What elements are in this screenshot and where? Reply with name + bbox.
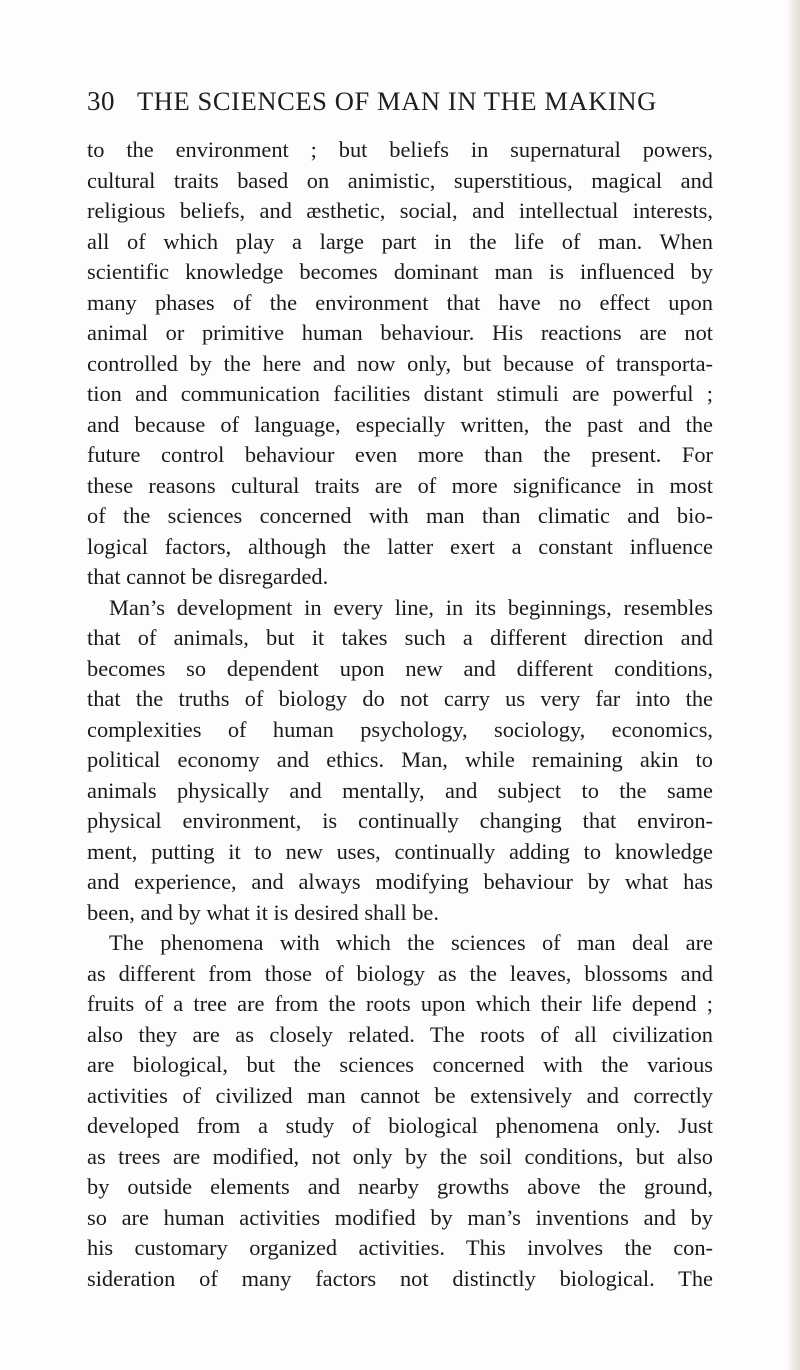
text-line: all of which play a large part in the life of man. When <box>87 228 713 254</box>
text-line: controlled by the here and now only, but because of transporta- <box>87 350 713 376</box>
text-line: that cannot be disregarded. <box>87 564 329 589</box>
text-line: as different from those of biology as the leaves, blossoms and <box>87 960 713 986</box>
text-line: are biological, but the sciences concerned with the various <box>87 1052 713 1077</box>
page-edge-shadow <box>786 0 800 1370</box>
text-line: his customary organized activities. This involves the con- <box>87 1235 713 1260</box>
text-line: The phenomena with which the sciences of man deal are <box>109 930 713 955</box>
text-line: that of animals, but it takes such a different direction and <box>87 625 713 650</box>
text-line: cultural traits based on animistic, superstitious, magical and <box>87 167 713 193</box>
text-line: and experience, and always modifying behaviour by what has <box>87 869 713 894</box>
text-line: many phases of the environment that have no effect upon <box>87 289 713 315</box>
text-line: animal or primitive human behaviour. His reactions are not <box>87 320 713 345</box>
paragraph <box>87 135 713 593</box>
text-line: Man’s development in every line, in its beginnings, resembles <box>109 594 713 620</box>
text-line: religious beliefs, and æsthetic, social, and intellectual interests, <box>87 198 713 223</box>
text-line: and because of language, especially written, the past and the <box>87 411 713 437</box>
page-number: 30 <box>87 86 115 116</box>
text-line: fruits of a tree are from the roots upon which their life depend ; <box>87 991 713 1016</box>
text-line: by outside elements and nearby growths above the ground, <box>87 1174 713 1199</box>
running-head <box>87 86 707 126</box>
text-line: tion and communication facilities distant stimuli are powerful ; <box>87 381 713 406</box>
text-line: complexities of human psychology, sociology, economics, <box>87 716 713 742</box>
text-line: to the environment ; but beliefs in supernatural powers, <box>87 137 713 162</box>
body-text <box>87 135 713 1294</box>
text-line: sideration of many factors not distinctly biological. The <box>87 1265 713 1291</box>
paragraph <box>87 593 713 929</box>
text-line: political economy and ethics. Man, while remaining akin to <box>87 747 713 772</box>
text-line: scientific knowledge becomes dominant man is influenced by <box>87 259 713 284</box>
text-line: becomes so dependent upon new and different conditions, <box>87 655 713 681</box>
text-line: so are human activities modified by man’s inventions and by <box>87 1204 713 1230</box>
text-line: these reasons cultural traits are of more significance in most <box>87 472 713 498</box>
text-line: physical environment, is continually changing that environ- <box>87 808 713 833</box>
text-line: been, and by what it is desired shall be. <box>87 899 439 925</box>
text-line: activities of civilized man cannot be extensively and correctly <box>87 1082 713 1108</box>
text-line: logical factors, although the latter exert a constant influence <box>87 533 713 559</box>
text-line: ment, putting it to new uses, continually adding to knowledge <box>87 838 713 864</box>
text-line: of the sciences concerned with man than climatic and bio- <box>87 503 713 528</box>
text-line: animals physically and mentally, and subject to the same <box>87 777 713 803</box>
text-line: future control behaviour even more than the present. For <box>87 442 713 467</box>
running-title: THE SCIENCES OF MAN IN THE MAKING <box>137 86 657 116</box>
text-line: that the truths of biology do not carry us very far into the <box>87 686 713 711</box>
text-line: also they are as closely related. The roots of all civilization <box>87 1021 713 1047</box>
text-line: as trees are modified, not only by the soil conditions, but also <box>87 1143 713 1169</box>
paragraph <box>87 928 713 1294</box>
text-line: developed from a study of biological phenomena only. Just <box>87 1113 713 1138</box>
